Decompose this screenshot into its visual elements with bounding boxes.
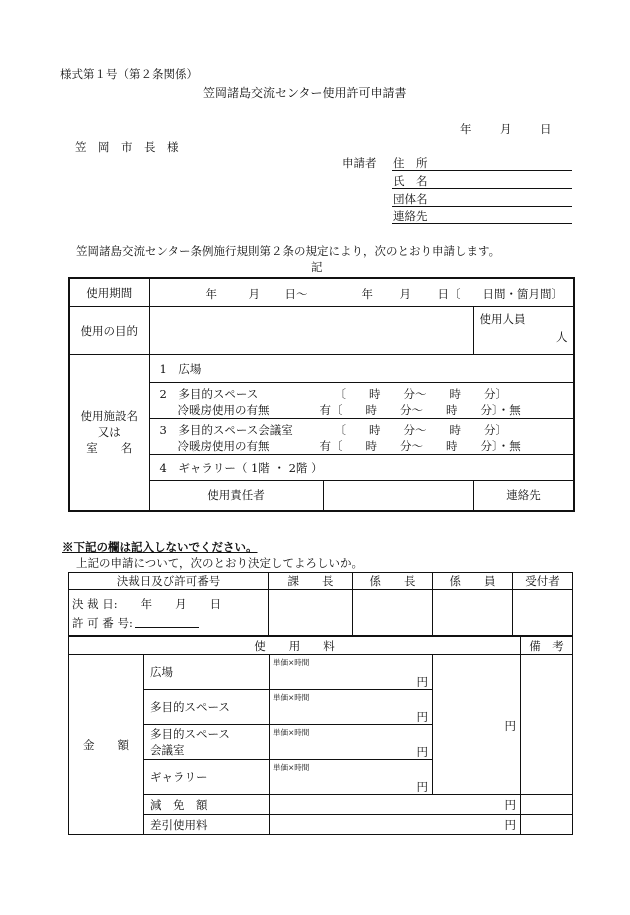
amount-label: 金 額 — [69, 655, 144, 835]
applicant-label: 申請者 — [342, 156, 377, 170]
permit-number-line — [135, 627, 199, 628]
facility-multi-label: 2 多目的スペース — [159, 387, 259, 401]
fee-subtotal — [433, 655, 521, 795]
fee-meeting-label-2: 会議室 — [150, 743, 185, 757]
net-fee-label: 差引使用料 — [144, 815, 270, 835]
responsible-label: 使用責任者 — [149, 481, 323, 511]
fee-header: 使 用 料 — [69, 637, 521, 655]
period-year1: 年 — [205, 287, 217, 301]
net-fee-remarks — [521, 815, 573, 835]
facility-meeting-label: 3 多目的スペース会議室 — [159, 423, 293, 437]
period-day1: 日〜 — [284, 287, 308, 301]
meeting-heating-label: 冷暖房使用の有無 — [177, 439, 270, 453]
decision-date: 決 裁 日: 年 月 日 — [72, 597, 222, 611]
period-month2: 月 — [399, 287, 411, 301]
facility-label: 使用施設名 又は 室 名 — [69, 355, 149, 511]
name-line[interactable] — [392, 188, 572, 189]
fee-meeting-calc — [270, 725, 433, 760]
section-stamp — [353, 590, 433, 636]
application-table — [68, 277, 575, 512]
address-label: 住 所 — [393, 156, 428, 170]
approval-date-cell — [69, 590, 269, 636]
reception-stamp — [513, 590, 573, 636]
fee-plaza-calc — [270, 655, 433, 690]
users-cell[interactable] — [473, 307, 574, 355]
gallery-calc-note: 単価×時間 — [273, 763, 310, 772]
date-month: 月 — [500, 122, 512, 136]
fee-gallery-label: ギャラリー — [144, 760, 270, 795]
meeting-time: 〔 時 分〜 時 分〕 — [334, 423, 507, 437]
multi-heating: 有〔 時 分〜 時 分〕・無 — [319, 403, 521, 417]
discount-yen: 円 — [270, 795, 521, 815]
gallery-yen: 円 — [416, 780, 428, 794]
intro-text: 笠岡諸島交流センター条例施行規則第２条の規定により，次のとおり申請します。 — [76, 244, 501, 258]
staff-header: 係 員 — [433, 573, 513, 590]
form-title: 笠岡諸島交流センター使用許可申請書 — [203, 86, 407, 100]
facility-meeting[interactable] — [149, 419, 574, 455]
address-line[interactable] — [392, 170, 572, 171]
note-heading: ※下記の欄は記入しないでください。 — [62, 540, 258, 554]
period-month1: 月 — [248, 287, 260, 301]
period-year2: 年 — [361, 287, 373, 301]
net-fee-yen: 円 — [270, 815, 521, 835]
chief-header: 課 長 — [269, 573, 353, 590]
remarks-cell — [521, 655, 573, 795]
subtotal-yen: 円 — [504, 718, 516, 733]
approval-date-header: 決裁日及び許可番号 — [69, 573, 269, 590]
period-day2: 日〔 — [437, 287, 461, 301]
discount-remarks — [521, 795, 573, 815]
chief-stamp — [269, 590, 353, 636]
facility-gallery[interactable]: 4 ギャラリー（ 1階 ・ 2階 ） — [149, 455, 574, 481]
fee-table — [68, 636, 573, 835]
group-line[interactable] — [392, 206, 572, 207]
date-year: 年 — [460, 122, 472, 136]
permit-number: 許 可 番 号: — [72, 616, 133, 630]
fee-multi-label: 多目的スペース — [144, 690, 270, 725]
meeting-calc-note: 単価×時間 — [273, 728, 310, 737]
form-number: 様式第１号（第２条関係） — [60, 67, 198, 81]
discount-label: 減 免 額 — [144, 795, 270, 815]
responsible-contact-label: 連絡先 — [473, 481, 574, 511]
date-day: 日 — [540, 122, 552, 136]
period-cell[interactable] — [149, 278, 574, 307]
users-unit: 人 — [556, 330, 568, 344]
multi-calc-note: 単価×時間 — [273, 693, 310, 702]
fee-plaza-label: 広場 — [144, 655, 270, 690]
period-unit: 日間・箇月間〕 — [482, 287, 563, 301]
contact-line[interactable] — [392, 223, 572, 224]
staff-stamp — [433, 590, 513, 636]
fee-meeting-label-1: 多目的スペース — [150, 727, 230, 741]
reception-header: 受付者 — [513, 573, 573, 590]
multi-yen: 円 — [416, 710, 428, 724]
name-label: 氏 名 — [393, 174, 428, 188]
ki-label: 記 — [311, 260, 323, 274]
plaza-calc-note: 単価×時間 — [273, 658, 310, 667]
addressee: 笠 岡 市 長 様 — [75, 140, 179, 154]
contact-label: 連絡先 — [393, 209, 428, 223]
users-label: 使用人員 — [479, 312, 526, 326]
remarks-header: 備 考 — [521, 637, 573, 655]
facility-plaza[interactable]: 1 広場 — [149, 355, 574, 383]
group-label: 団体名 — [393, 192, 428, 206]
multi-heating-label: 冷暖房使用の有無 — [177, 403, 270, 417]
purpose-label: 使用の目的 — [69, 307, 149, 355]
meeting-yen: 円 — [416, 745, 428, 759]
fee-meeting-label — [144, 725, 270, 760]
facility-multi[interactable] — [149, 383, 574, 419]
purpose-input[interactable] — [149, 307, 473, 355]
note-text: 上記の申請について，次のとおり決定してよろしいか。 — [76, 556, 364, 570]
multi-time: 〔 時 分〜 時 分〕 — [334, 387, 507, 401]
fee-multi-calc — [270, 690, 433, 725]
approval-table — [68, 572, 573, 636]
plaza-yen: 円 — [416, 675, 428, 689]
period-label: 使用期間 — [69, 278, 149, 307]
fee-gallery-calc — [270, 760, 433, 795]
section-header: 係 長 — [353, 573, 433, 590]
meeting-heating: 有〔 時 分〜 時 分〕・無 — [319, 439, 521, 453]
responsible-input[interactable] — [323, 481, 473, 511]
